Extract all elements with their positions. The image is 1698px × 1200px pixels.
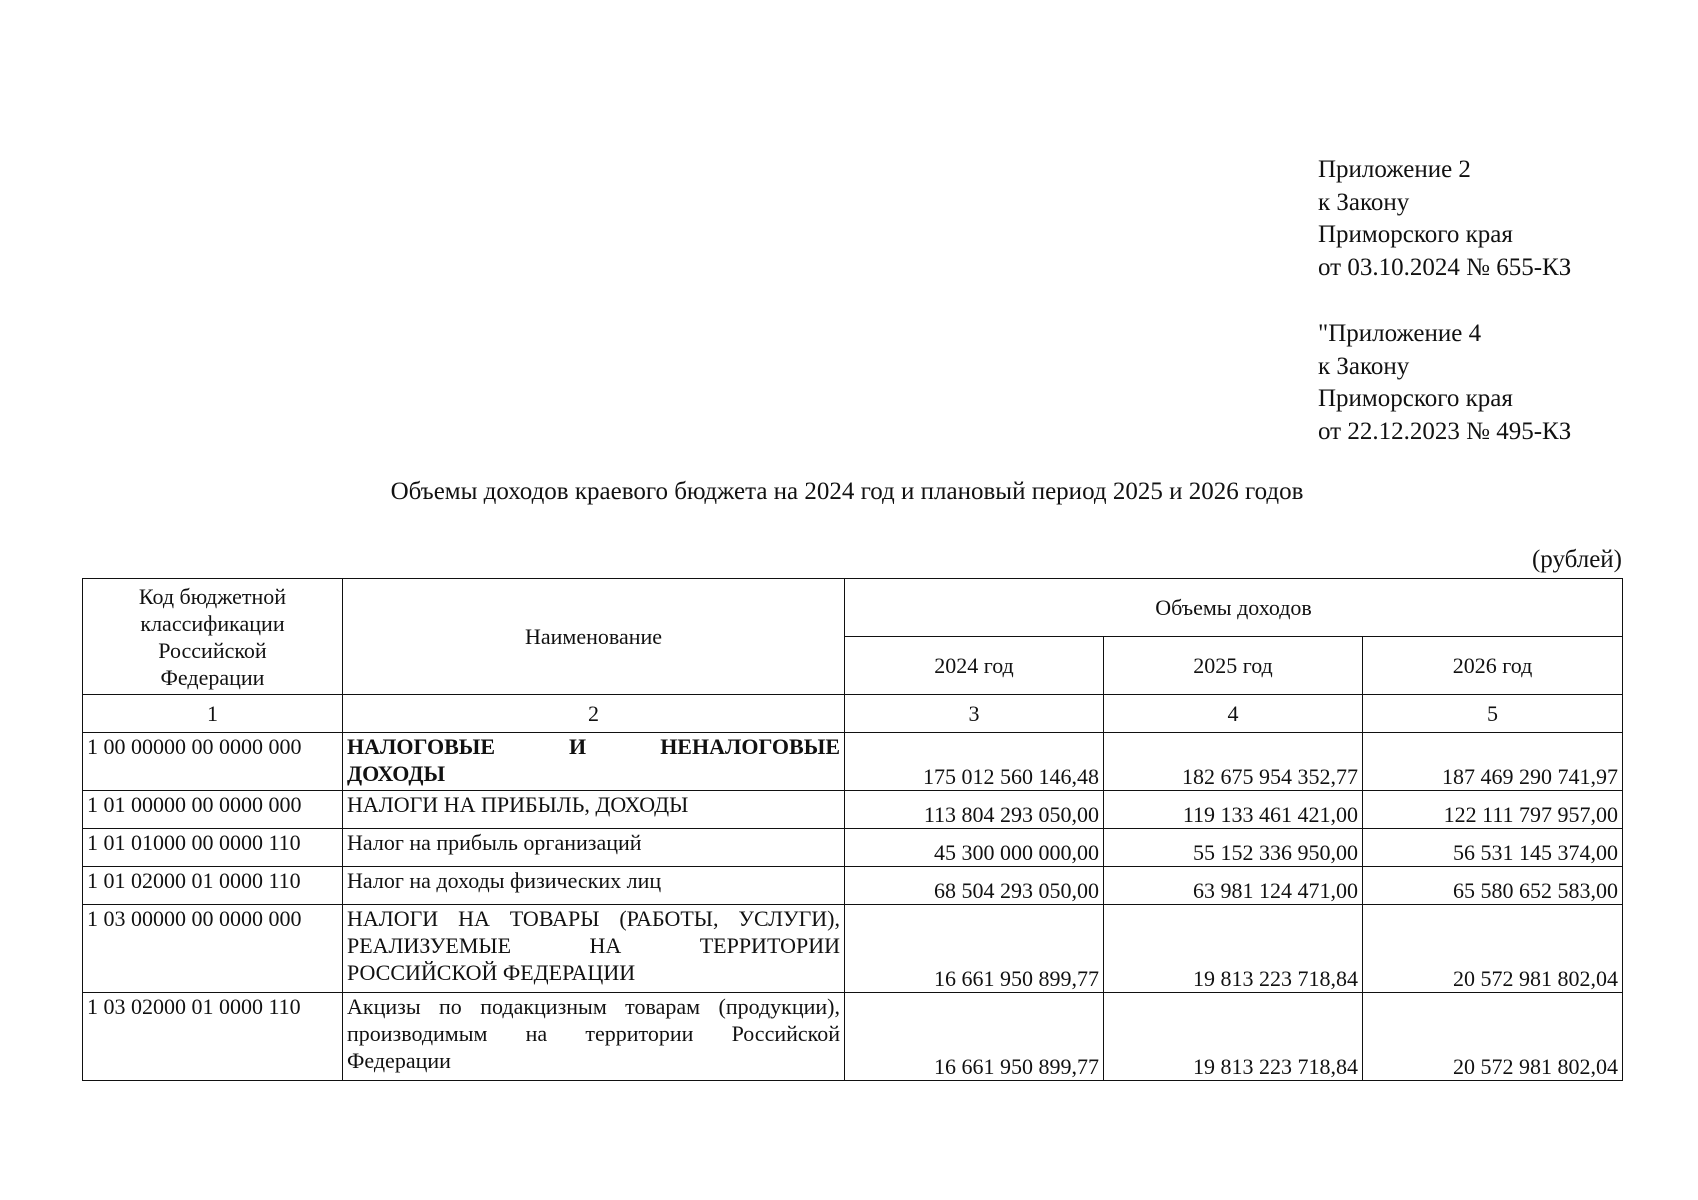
appendix-reference-current	[1318, 154, 1571, 284]
row-code: 1 01 02000 01 0000 110	[83, 867, 343, 905]
column-number: 1	[83, 695, 343, 733]
table-row	[83, 791, 1623, 829]
table-row	[83, 867, 1623, 905]
row-name-line: Налог на доходы физических лиц	[347, 868, 662, 893]
table-row	[83, 993, 1623, 1081]
units-label: (рублей)	[1531, 546, 1622, 573]
row-amount-2025: 182 675 954 352,77	[1104, 733, 1363, 791]
table-row	[83, 733, 1623, 791]
row-amount-2026: 56 531 145 374,00	[1363, 829, 1623, 867]
row-amount-2025: 19 813 223 718,84	[1104, 905, 1363, 993]
appendix-line: "Приложение 4	[1318, 320, 1482, 347]
row-code: 1 03 00000 00 0000 000	[83, 905, 343, 993]
row-amount-2025: 19 813 223 718,84	[1104, 993, 1363, 1081]
row-amount-2024: 45 300 000 000,00	[845, 829, 1104, 867]
header-volumes: Объемы доходов	[845, 579, 1623, 637]
row-name-line: НАЛОГИ НА ТОВАРЫ (РАБОТЫ, УСЛУГИ),	[347, 906, 840, 931]
header-year-2026: 2026 год	[1363, 637, 1623, 695]
row-amount-2026: 20 572 981 802,04	[1363, 905, 1623, 993]
header-code: Код бюджетной классификации Российской Федерации	[83, 579, 343, 695]
row-amount-2024: 16 661 950 899,77	[845, 993, 1104, 1081]
column-number: 4	[1104, 695, 1363, 733]
row-name	[343, 905, 845, 993]
row-amount-2026: 187 469 290 741,97	[1363, 733, 1623, 791]
row-code: 1 03 02000 01 0000 110	[83, 993, 343, 1081]
row-name-line: Федерации	[347, 1048, 451, 1073]
row-code: 1 01 01000 00 0000 110	[83, 829, 343, 867]
row-amount-2024: 175 012 560 146,48	[845, 733, 1104, 791]
row-name	[343, 867, 845, 905]
header-year-2024: 2024 год	[845, 637, 1104, 695]
row-name	[343, 733, 845, 791]
revenue-table	[82, 578, 1623, 1081]
row-name-line: ДОХОДЫ	[347, 761, 446, 786]
header-name: Наименование	[343, 579, 845, 695]
row-code: 1 01 00000 00 0000 000	[83, 791, 343, 829]
row-name	[343, 791, 845, 829]
row-code: 1 00 00000 00 0000 000	[83, 733, 343, 791]
appendix-line: Приморского края	[1318, 385, 1513, 412]
table-header	[83, 579, 1623, 733]
row-name-line: производимым на территории Российской	[347, 1021, 840, 1046]
row-amount-2025: 119 133 461 421,00	[1104, 791, 1363, 829]
table-row	[83, 905, 1623, 993]
row-amount-2024: 113 804 293 050,00	[845, 791, 1104, 829]
document-title-text: Объемы доходов краевого бюджета на 2024 год и плановый период 2025 и 2026 годов	[390, 478, 1304, 505]
row-amount-2024: 16 661 950 899,77	[845, 905, 1104, 993]
appendix-line: от 03.10.2024 № 655-КЗ	[1318, 253, 1572, 281]
appendix-line: к Закону	[1318, 188, 1410, 216]
appendix-line: Приложение 2	[1318, 156, 1471, 183]
column-number: 2	[343, 695, 845, 733]
row-amount-2026: 20 572 981 802,04	[1363, 993, 1623, 1081]
row-name-line: НАЛОГИ НА ПРИБЫЛЬ, ДОХОДЫ	[347, 792, 689, 817]
appendix-reference-amended	[1318, 318, 1571, 448]
appendix-line: Приморского края	[1318, 221, 1513, 248]
header-year-2025: 2025 год	[1104, 637, 1363, 695]
row-amount-2024: 68 504 293 050,00	[845, 867, 1104, 905]
row-name	[343, 829, 845, 867]
row-name	[343, 993, 845, 1081]
appendix-line: от 22.12.2023 № 495-КЗ	[1318, 417, 1572, 445]
row-name-line: Акцизы по подакцизным товарам (продукции),	[347, 994, 840, 1019]
document-title	[0, 478, 1698, 506]
column-number: 3	[845, 695, 1104, 733]
appendix-line: к Закону	[1318, 352, 1410, 380]
table-body	[83, 733, 1623, 1081]
table-row	[83, 829, 1623, 867]
column-number: 5	[1363, 695, 1623, 733]
row-amount-2026: 122 111 797 957,00	[1363, 791, 1623, 829]
row-amount-2025: 55 152 336 950,00	[1104, 829, 1363, 867]
row-name-line: РОССИЙСКОЙ ФЕДЕРАЦИИ	[347, 960, 636, 985]
row-amount-2026: 65 580 652 583,00	[1363, 867, 1623, 905]
row-name-line: РЕАЛИЗУЕМЫЕ НА ТЕРРИТОРИИ	[347, 933, 840, 958]
row-name-line: Налог на прибыль организаций	[347, 830, 642, 855]
row-name-line: НАЛОГОВЫЕ И НЕНАЛОГОВЫЕ	[347, 734, 840, 759]
row-amount-2025: 63 981 124 471,00	[1104, 867, 1363, 905]
